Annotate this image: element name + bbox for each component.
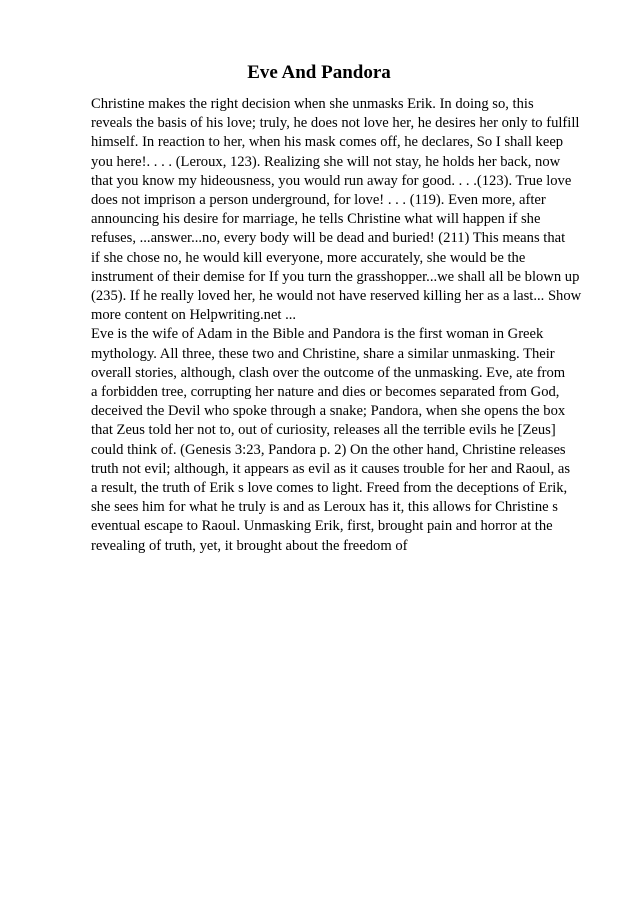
body-line: announcing his desire for marriage, he tells Christine what will happen if she [91,211,541,228]
body-line: more content on Helpwriting.net ... [91,307,297,324]
document-body [91,95,591,556]
body-line: (235). If he really loved her, he would not have reserved killing her as a last... Show [91,288,582,305]
body-line: she sees him for what he truly is and as Leroux has it, this allows for Christine s [91,499,558,516]
body-line: mythology. All three, these two and Christine, share a similar unmasking. Their [91,345,555,362]
body-line: deceived the Devil who spoke through a snake; Pandora, when she opens the box [91,403,566,420]
body-line: refuses, ...answer...no, every body will be dead and buried! (211) This means that [91,230,566,247]
body-line: if she chose no, he would kill everyone, more accurately, she would be the [91,249,526,266]
body-line: Christine makes the right decision when she unmasks Erik. In doing so, this [91,96,534,112]
body-line: a forbidden tree, corrupting her nature and dies or becomes separated from God, [91,384,560,401]
body-line: instrument of their demise for If you turn the grasshopper...we shall all be blown up [91,268,580,285]
body-line: you here!. . . . (Leroux, 123). Realizing she will not stay, he holds her back, now [91,153,561,170]
body-line: truth not evil; although, it appears as evil as it causes trouble for her and Raoul, as [91,460,571,477]
body-line: Eve is the wife of Adam in the Bible and Pandora is the first woman in Greek [91,326,544,343]
body-line: eventual escape to Raoul. Unmasking Erik, first, brought pain and horror at the [91,518,553,535]
body-line: overall stories, although, clash over the outcome of the unmasking. Eve, ate from [91,364,566,381]
body-line: reveals the basis of his love; truly, he does not love her, he desires her only to fulfill [91,115,580,132]
body-line: revealing of truth, yet, it brought about the freedom of [91,537,408,554]
body-line: could think of. (Genesis 3:23, Pandora p. 2) On the other hand, Christine releases [91,441,566,458]
body-line: that Zeus told her not to, out of curiosity, releases all the terrible evils he [Zeus] [91,422,556,439]
body-line: does not imprison a person underground, for love! . . . (119). Even more, after [91,192,546,209]
body-line: a result, the truth of Erik s love comes to light. Freed from the deceptions of Erik, [91,480,568,497]
body-line: that you know my hideousness, you would run away for good. . . .(123). True love [91,172,572,189]
document-title: Eve And Pandora [247,62,391,83]
body-line: himself. In reaction to her, when his mask comes off, he declares, So I shall keep [91,134,564,151]
